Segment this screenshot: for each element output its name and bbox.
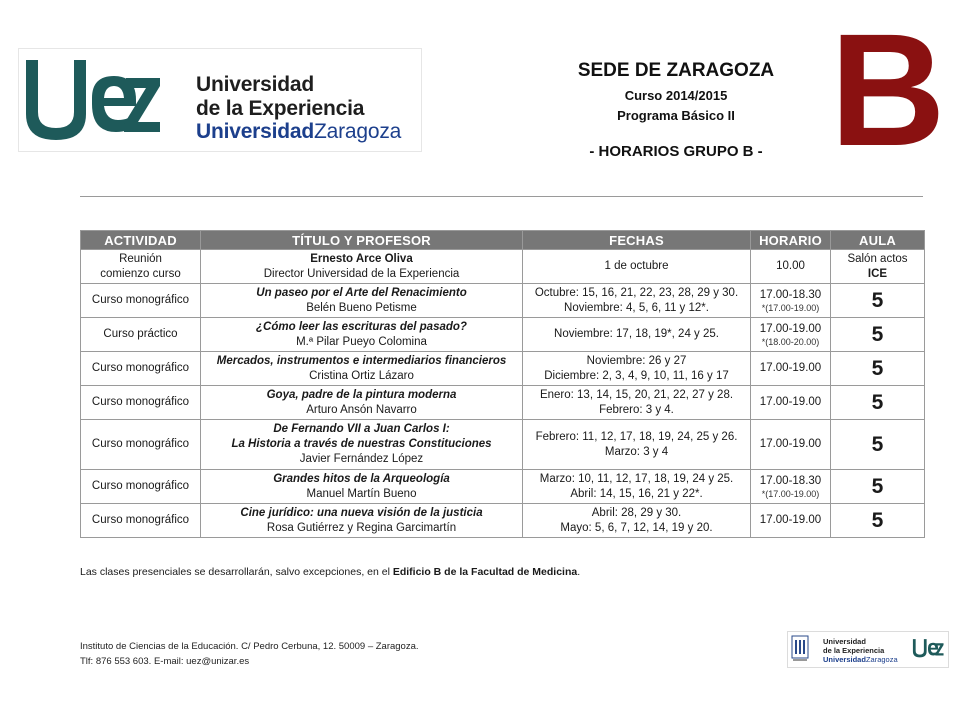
table-header-row bbox=[81, 231, 925, 250]
cell-actividad: Curso monográfico bbox=[81, 420, 201, 470]
cell-fechas: Noviembre: 17, 18, 19*, 24 y 25. bbox=[523, 318, 751, 352]
cell-profesor: Manuel Martín Bueno bbox=[306, 487, 417, 500]
cell-aula: 5 bbox=[831, 352, 925, 386]
table-row bbox=[81, 250, 925, 284]
cell-profesor: Cristina Ortiz Lázaro bbox=[309, 369, 414, 382]
header-titulo: TÍTULO Y PROFESOR bbox=[201, 231, 523, 250]
schedule-group-title: - HORARIOS GRUPO B - bbox=[589, 143, 763, 160]
course-year: Curso 2014/2015 bbox=[624, 88, 728, 103]
cell-horario: 17.00-19.00 bbox=[751, 420, 831, 470]
cell-horario: 10.00 bbox=[751, 250, 831, 284]
fechas-line1: Octubre: 15, 16, 21, 22, 23, 28, 29 y 30. bbox=[534, 286, 739, 299]
cell-titulo bbox=[201, 386, 523, 420]
cell-title-text: Cine jurídico: una nueva visión de la justicia bbox=[240, 506, 483, 519]
header-aula: AULA bbox=[831, 231, 925, 250]
horario-time: 17.00-18.30 bbox=[759, 288, 822, 301]
cell-fechas bbox=[523, 284, 751, 318]
cell-titulo bbox=[201, 284, 523, 318]
aula-building: ICE bbox=[867, 267, 888, 280]
footer-logo-line1: Universidad bbox=[823, 637, 866, 646]
horario-note: *(17.00-19.00) bbox=[761, 488, 820, 499]
header-fechas: FECHAS bbox=[523, 231, 751, 250]
fechas-line2: Marzo: 3 y 4 bbox=[604, 445, 669, 458]
cell-title-text: Grandes hitos de la Arqueología bbox=[273, 472, 450, 485]
cell-title-text: Mercados, instrumentos e intermediarios financieros bbox=[216, 354, 507, 367]
university-name-bold: Universidad bbox=[196, 120, 315, 143]
cell-fechas bbox=[523, 470, 751, 504]
cell-profesor: Arturo Ansón Navarro bbox=[306, 403, 417, 416]
cell-aula: 5 bbox=[831, 420, 925, 470]
cell-horario: 17.00-19.00 bbox=[751, 352, 831, 386]
cell-title-text: Ernesto Arce Oliva bbox=[310, 252, 413, 265]
cell-fechas bbox=[523, 420, 751, 470]
cell-titulo bbox=[201, 352, 523, 386]
header-horario: HORARIO bbox=[751, 231, 831, 250]
cell-fechas bbox=[523, 386, 751, 420]
fechas-line1: Marzo: 10, 11, 12, 17, 18, 19, 24 y 25. bbox=[539, 472, 734, 485]
cell-title-text: Un paseo por el Arte del Renacimiento bbox=[256, 286, 467, 299]
schedule-table bbox=[80, 230, 925, 538]
sede-title: SEDE DE ZARAGOZA bbox=[577, 60, 775, 81]
cell-aula bbox=[831, 250, 925, 284]
table-row bbox=[81, 284, 925, 318]
location-footnote bbox=[80, 566, 580, 578]
footer-logo-city: Zaragoza bbox=[865, 655, 898, 664]
cell-titulo bbox=[201, 470, 523, 504]
cell-actividad: Curso monográfico bbox=[81, 284, 201, 318]
cell-actividad: Reunión comienzo curso bbox=[81, 250, 201, 284]
institute-contact: Tlf: 876 553 603. E-mail: uez@unizar.es bbox=[80, 656, 250, 667]
footnote-text: Las clases presenciales se desarrollarán, salvo excepciones, en el bbox=[80, 566, 393, 578]
fechas-line1: Enero: 13, 14, 15, 20, 21, 22, 27 y 28. bbox=[539, 388, 734, 401]
fechas-line1: Febrero: 11, 12, 17, 18, 19, 24, 25 y 26. bbox=[535, 430, 738, 443]
cell-aula: 5 bbox=[831, 318, 925, 352]
table-row bbox=[81, 504, 925, 538]
horario-note: *(17.00-19.00) bbox=[761, 302, 820, 313]
cell-titulo bbox=[201, 420, 523, 470]
footer-logo-line3 bbox=[823, 655, 898, 664]
cell-horario bbox=[751, 470, 831, 504]
uez-small-logo-icon bbox=[912, 636, 944, 660]
fechas-line1: Noviembre: 26 y 27 bbox=[586, 354, 687, 367]
cell-profesor: Belén Bueno Petisme bbox=[306, 301, 417, 314]
cell-titulo bbox=[201, 318, 523, 352]
university-name-line3 bbox=[196, 120, 401, 144]
divider bbox=[80, 196, 923, 197]
table-row bbox=[81, 420, 925, 470]
cell-aula: 5 bbox=[831, 386, 925, 420]
table-row bbox=[81, 352, 925, 386]
fechas-line2: Noviembre: 4, 5, 6, 11 y 12*. bbox=[564, 301, 709, 314]
cell-fechas bbox=[523, 352, 751, 386]
university-name-line2: de la Experiencia bbox=[196, 97, 365, 120]
cell-horario: 17.00-19.00 bbox=[751, 386, 831, 420]
footnote-end: . bbox=[577, 566, 581, 578]
cell-actividad: Curso monográfico bbox=[81, 504, 201, 538]
table-row bbox=[81, 386, 925, 420]
fechas-line1: Abril: 28, 29 y 30. bbox=[591, 506, 682, 519]
cell-title-text: De Fernando VII a Juan Carlos I: bbox=[273, 423, 450, 435]
footer-logo-line2: de la Experiencia bbox=[823, 646, 885, 655]
cell-titulo bbox=[201, 504, 523, 538]
cell-titulo bbox=[201, 250, 523, 284]
cell-actividad: Curso monográfico bbox=[81, 386, 201, 420]
cell-aula: 5 bbox=[831, 284, 925, 318]
fechas-line2: Abril: 14, 15, 16, 21 y 22*. bbox=[570, 487, 703, 500]
cell-aula: 5 bbox=[831, 504, 925, 538]
cell-profesor: Director Universidad de la Experiencia bbox=[263, 267, 460, 280]
aula-name: Salón actos bbox=[847, 252, 908, 265]
horario-time: 17.00-18.30 bbox=[759, 474, 822, 487]
institute-address: Instituto de Ciencias de la Educación. C/ Pedro Cerbuna, 12. 50009 – Zaragoza. bbox=[80, 641, 419, 652]
cell-horario: 17.00-19.00 bbox=[751, 504, 831, 538]
cell-profesor: Javier Fernández López bbox=[299, 453, 424, 465]
cell-actividad: Curso monográfico bbox=[81, 352, 201, 386]
fechas-line2: Mayo: 5, 6, 7, 12, 14, 19 y 20. bbox=[560, 521, 713, 534]
cell-actividad: Curso monográfico bbox=[81, 470, 201, 504]
university-emblem-icon bbox=[791, 634, 809, 663]
university-name-city: Zaragoza bbox=[314, 120, 402, 143]
group-letter: B bbox=[830, 0, 946, 179]
footnote-building: Edificio B de la Facultad de Medicina bbox=[392, 566, 578, 578]
fechas-line2: Diciembre: 2, 3, 4, 9, 10, 11, 16 y 17 bbox=[544, 369, 729, 382]
program-name: Programa Básico II bbox=[617, 108, 735, 123]
cell-actividad: Curso práctico bbox=[81, 318, 201, 352]
university-name-line1: Universidad bbox=[196, 73, 315, 96]
cell-title-text: ¿Cómo leer las escrituras del pasado? bbox=[256, 320, 467, 333]
footer-logo-bold: Universidad bbox=[823, 655, 866, 664]
horario-time: 17.00-19.00 bbox=[759, 322, 822, 335]
horario-note: *(18.00-20.00) bbox=[761, 336, 820, 347]
cell-horario bbox=[751, 284, 831, 318]
fechas-line2: Febrero: 3 y 4. bbox=[599, 403, 674, 416]
cell-aula: 5 bbox=[831, 470, 925, 504]
cell-title-text-line2: La Historia a través de nuestras Constituciones bbox=[231, 438, 492, 450]
uez-logo-icon bbox=[22, 54, 162, 144]
table-row bbox=[81, 470, 925, 504]
cell-title-text: Goya, padre de la pintura moderna bbox=[266, 388, 457, 401]
header-actividad: ACTIVIDAD bbox=[81, 231, 201, 250]
cell-profesor: Rosa Gutiérrez y Regina Garcimartín bbox=[266, 521, 457, 534]
table-row bbox=[81, 318, 925, 352]
cell-profesor: M.ª Pilar Pueyo Colomina bbox=[296, 335, 427, 348]
cell-fechas: 1 de octubre bbox=[523, 250, 751, 284]
cell-fechas bbox=[523, 504, 751, 538]
cell-horario bbox=[751, 318, 831, 352]
